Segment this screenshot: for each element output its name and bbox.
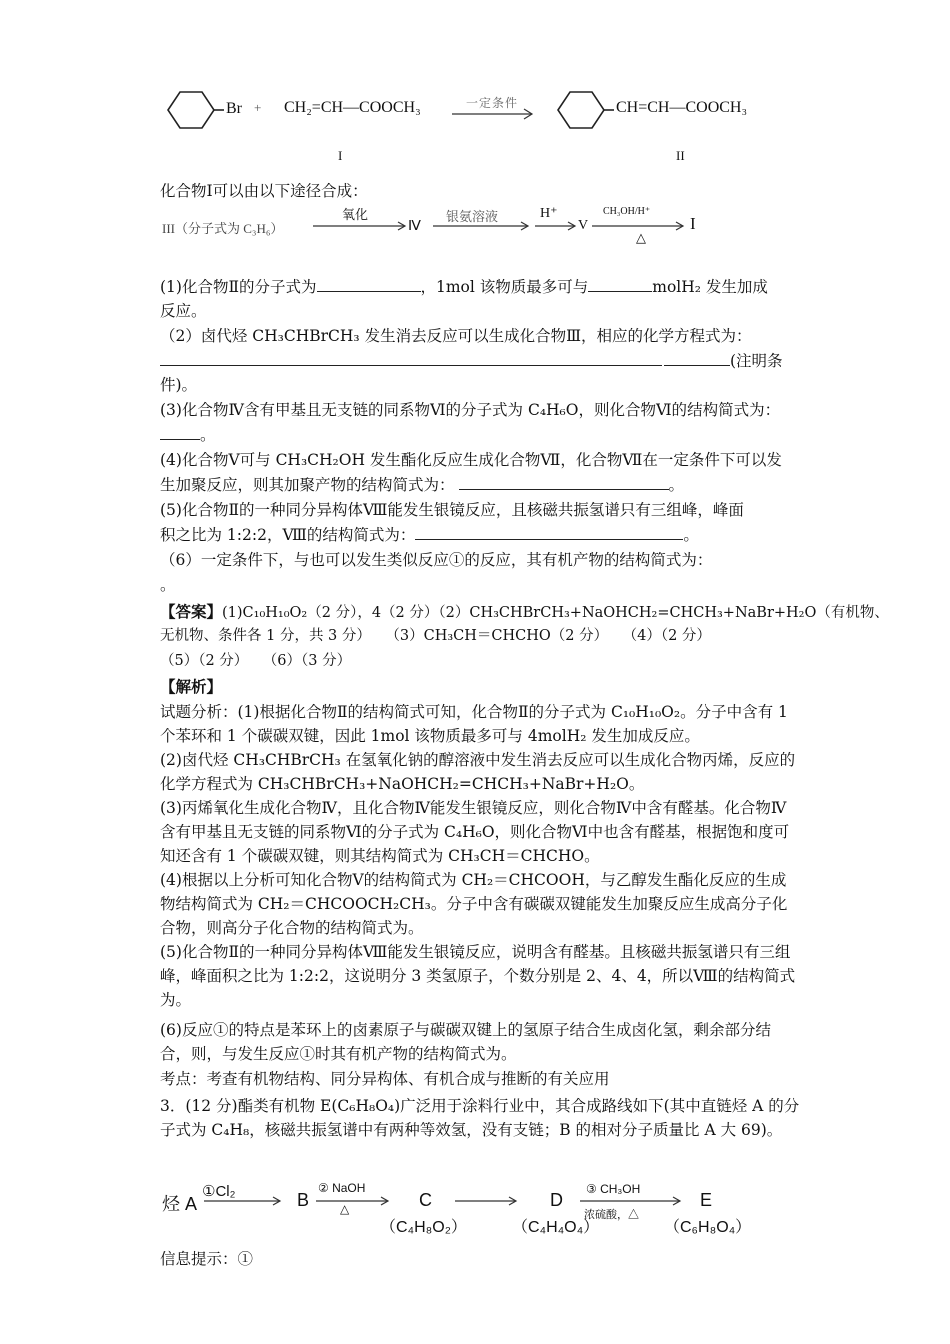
reaction-condition: 一定条件 <box>466 96 519 110</box>
route-step-esterify: CH₃OH/H⁺ <box>603 206 651 217</box>
question-2: （2）卤代烃 CH₃CHBrCH₃ 发生消去反应可以生成化合物Ⅲ，相应的化学方程式为： <box>160 327 752 345</box>
analysis-paragraph-4: (4)根据以上分析可知化合物Ⅴ的结构简式为 CH₂＝CHCOOH，与乙醇发生酯化反应的生成物结构简式为 CH₂＝CHCOOCH₂CH₃。分子中含有碳碳双键能发生加聚反应生成高分子化合物，则高分子化合物的结构简式为。 <box>160 871 788 937</box>
reagent-formula: CH₂=CH—COOCH₃ <box>284 99 421 116</box>
compound-E-formula: （C₆H₈O₄） <box>664 1219 752 1236</box>
route-step-acid: H⁺ <box>540 206 558 221</box>
answer-blank[interactable] <box>160 425 200 440</box>
plus-sign: + <box>254 100 262 115</box>
question-5-cont: 积之比为 1:2:2，Ⅷ的结构简式为： 。 <box>160 526 699 544</box>
scheme2-step1: ①Cl₂ <box>202 1183 236 1200</box>
answer-line-3: （5）（2 分） （6）（3 分） <box>160 653 352 669</box>
question-4: (4)化合物Ⅴ可与 CH₃CH₂OH 发生酯化反应生成化合物Ⅶ，化合物Ⅶ在一定条件下可以发 <box>160 451 782 469</box>
route-step-silver-ammonia: 银氨溶液 <box>446 209 499 224</box>
question-3-blank-line: 。 <box>160 424 216 447</box>
compound-label-I: I <box>338 148 343 163</box>
analysis-paragraph-6: (6)反应①的特点是苯环上的卤素原子与碳碳双键上的氢原子结合生成卤化氢，剩余部分结合，则，与发生反应①时其有机产物的结构简式为。 <box>160 1021 771 1063</box>
question-2-cont: 件)。 <box>160 376 198 394</box>
question-6: （6）一定条件下，与也可以发生类似反应①的反应，其有机产物的结构简式为： <box>160 551 713 569</box>
answer-line-2: 无机物、条件各 1 分，共 3 分） （3）CH₃CH＝CHCHO（2 分） （4）（2 分） <box>160 628 711 644</box>
answer-blank[interactable] <box>459 475 669 490</box>
analysis-paragraph-5: (5)化合物Ⅱ的一种同分异构体Ⅷ能发生银镜反应，说明含有醛基。且核磁共振氢谱只有三组峰，峰面积之比为 1:2:2，这说明分 3 类氢原子，个数分别是 2、4、4，所以Ⅷ的结构简式为。 <box>160 943 796 1009</box>
question-2-blank-line: (注明条 <box>160 350 783 373</box>
answer-label: 【答案】 <box>160 602 223 621</box>
analysis-paragraph-1: 试题分析：(1)根据化合物Ⅱ的结构简式可知，化合物Ⅱ的分子式为 C₁₀H₁₀O₂。分子中含有 1 个苯环和 1 个碳碳双键，因此 1mol 该物质最多可与 4molH₂ 发生加成反应。 <box>160 703 788 745</box>
analysis-paragraph-2: (2)卤代烃 CH₃CHBrCH₃ 在氢氧化钠的醇溶液中发生消去反应可以生成化合物丙烯，反应的化学方程式为 CH₃CHBrCH₃+NaOHCH₂=CHCH₃+NaBr+H₂O。 <box>160 751 796 793</box>
hint: 信息提示：① <box>160 1250 254 1268</box>
kaodian: 考点：考查有机物结构、同分异构体、有机合成与推断的有关应用 <box>160 1070 610 1088</box>
compound-IV: Ⅳ <box>408 219 421 234</box>
question-6-cont: 。 <box>160 576 176 594</box>
product-formula: CH=CH—COOCH₃ <box>616 99 748 116</box>
route-start: III（分子式为 C₃H₆） <box>162 221 284 236</box>
route-end: I <box>690 214 696 233</box>
benzene-ring-icon <box>558 92 614 128</box>
benzene-ring-icon <box>168 92 224 128</box>
compound-C-formula: （C₄H₈O₂） <box>380 1219 467 1236</box>
scheme2-step2-heat: △ <box>340 1202 350 1216</box>
compound-E: E <box>700 1190 713 1210</box>
scheme2-step3: ③ CH₃OH <box>586 1182 641 1196</box>
answer-blank[interactable] <box>664 351 730 366</box>
compound-C: C <box>419 1190 432 1210</box>
compound-A: 烃 A <box>162 1194 198 1214</box>
compound-V: V <box>578 218 589 233</box>
answer-blank[interactable] <box>317 277 421 292</box>
compound-B: B <box>297 1190 310 1210</box>
route-step-heat: △ <box>636 230 646 245</box>
compound-D-formula: （C₄H₄O₄） <box>512 1219 600 1236</box>
analysis-paragraph-3: (3)丙烯氧化生成化合物Ⅳ，且化合物Ⅳ能发生银镜反应，则化合物Ⅳ中含有醛基。化合物Ⅳ含有甲基且无支链的同系物Ⅵ的分子式为 C₄H₆O，则化合物Ⅵ中也含有醛基，根据饱和度可知还含有 1 个碳碳双键，则其结构简式为 CH₃CH＝CHCHO。 <box>160 799 790 865</box>
question-3-intro: 3．(12 分)酯类有机物 E(C₆H₈O₄)广泛用于涂料行业中，其合成路线如下(其中直链烃 A 的分子式为 C₄H₈，核磁共振氢谱中有两种等效氢，没有支链；B 的相对分子质量比 A 大 69)。 <box>160 1097 800 1139</box>
route-step-oxidation: 氧化 <box>342 207 369 222</box>
analysis-label: 【解析】 <box>160 677 223 696</box>
scheme2-step2: ② NaOH <box>318 1181 366 1195</box>
question-1: (1)化合物Ⅱ的分子式为 ，1mol 该物质最多可与 molH₂ 发生加成 <box>160 278 768 296</box>
bromo-label: Br <box>226 100 242 117</box>
question-4-cont: 生加聚反应，则其加聚产物的结构简式为： 。 <box>160 476 685 494</box>
question-1-cont: 反应。 <box>160 302 207 320</box>
answer-line-1: 【答案】(1)C₁₀H₁₀O₂（2 分），4（2 分）（2）CH₃CHBrCH₃+NaOHCH₂=CHCH₃+NaBr+H₂O（有机物、 <box>160 602 889 621</box>
compound-D: D <box>550 1190 563 1210</box>
question-3: (3)化合物Ⅳ含有甲基且无支链的同系物Ⅵ的分子式为 C₄H₆O，则化合物Ⅵ的结构简式为： <box>160 401 781 419</box>
question-5: (5)化合物Ⅱ的一种同分异构体Ⅷ能发生银镜反应，且核磁共振氢谱只有三组峰，峰面 <box>160 501 744 519</box>
answer-blank[interactable] <box>415 525 683 540</box>
scheme2-step3-cond: 浓硫酸，△ <box>584 1209 639 1221</box>
synthesis-intro: 化合物Ⅰ可以由以下途径合成： <box>160 182 368 200</box>
answer-blank[interactable] <box>160 351 662 366</box>
answer-blank[interactable] <box>588 277 652 292</box>
compound-label-II: II <box>676 148 685 163</box>
